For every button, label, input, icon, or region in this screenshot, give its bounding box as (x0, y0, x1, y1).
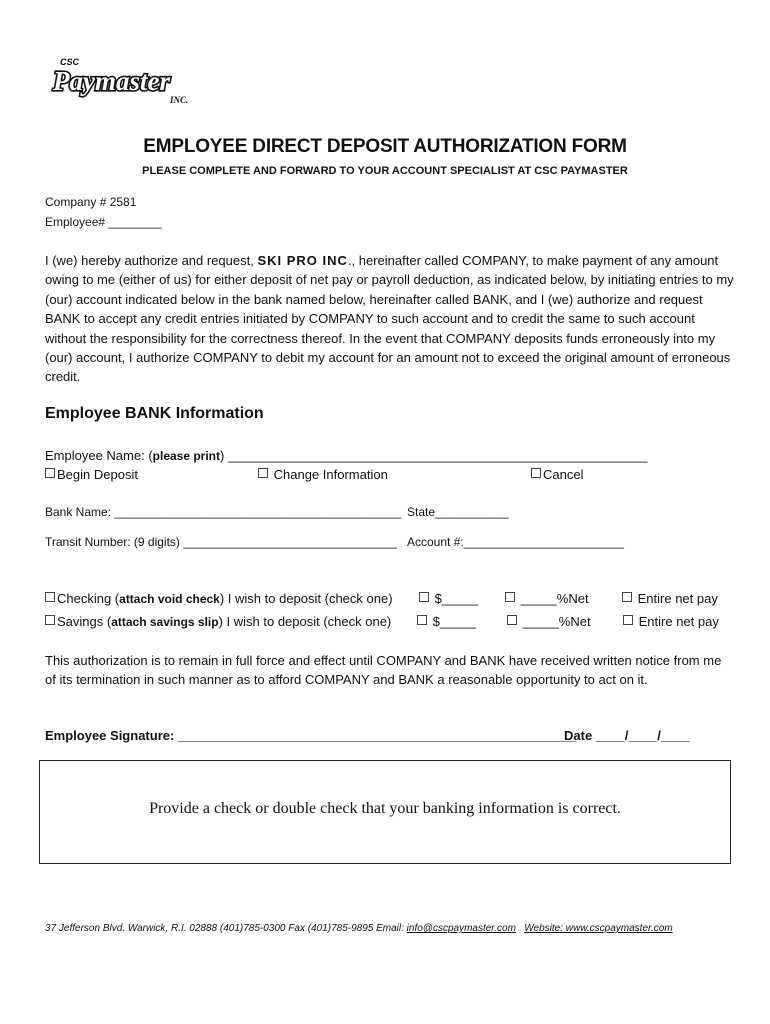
cancel-label: Cancel (543, 467, 584, 482)
savings-entire: Entire net pay (638, 614, 719, 629)
savings-amount: $_____ (432, 614, 477, 629)
savings-suffix: ) I wish to deposit (check one) (218, 614, 392, 629)
employee-name-line: __________________________________________________________ (227, 448, 648, 463)
footer-address: 37 Jefferson Blvd. Warwick, R.I. 02888 (401)785-0300 Fax (401)785-9895 Email: (45, 923, 407, 934)
authorization-prefix: I (we) hereby authorize and request, (45, 253, 254, 268)
company-number: Company # 2581 (45, 195, 137, 209)
termination-notice: This authorization is to remain in full force and effect until COMPANY and BANK have received written notice from me of its termination in such manner as to afford COMPANY and BANK a reasonable opportunity to act on it. (45, 653, 722, 687)
cancel-checkbox[interactable] (531, 468, 541, 478)
checking-amount-checkbox[interactable] (419, 592, 429, 602)
checking-percent-checkbox[interactable] (505, 592, 515, 602)
savings-prefix: Savings ( (57, 614, 112, 629)
logo-sub-text: INC. (170, 95, 189, 105)
account-number-field[interactable]: Account #:________________________ (407, 535, 624, 549)
savings-entire-option[interactable] (623, 614, 719, 629)
authorization-paragraph (45, 251, 735, 387)
savings-checkbox[interactable] (45, 615, 55, 625)
savings-amount-checkbox[interactable] (417, 615, 427, 625)
employee-name-field[interactable] (45, 448, 647, 463)
form-title: EMPLOYEE DIRECT DEPOSIT AUTHORIZATION FORM (143, 136, 627, 157)
employee-name-hint: please print (152, 449, 221, 463)
verification-note-box (39, 760, 731, 864)
checking-percent-option[interactable] (505, 591, 589, 606)
begin-deposit-checkbox[interactable] (45, 468, 55, 478)
change-information-label: Change Information (273, 467, 388, 482)
checking-entire: Entire net pay (637, 591, 718, 606)
employee-signature-field[interactable]: Employee Signature: _______________________________________________________ (45, 728, 576, 743)
cancel-option[interactable] (531, 467, 583, 482)
paymaster-logo-graphic (48, 48, 200, 106)
transit-number-field[interactable]: Transit Number: (9 digits) ________________________________ (45, 535, 397, 549)
authorization-body: ., hereinafter called COMPANY, to make payment of any amount owing to me (either of us) for either deposit of net pay or payroll deduction, as indicated below, by initiating entries to my (our) account indicated below in the bank named below, hereinafter called BANK, and I (we) authorize and request BANK to accept any credit entries initiated by COMPANY to such account and to credit the same to such account without the responsibility for the correctness thereof. In the event that COMPANY deposits funds erroneously into my (our) account, I authorize COMPANY to debit my account for an amount not to exceed the original amount of erroneous credit. (45, 253, 734, 385)
checking-suffix: ) I wish to deposit (check one) (219, 591, 393, 606)
savings-percent: _____%Net (522, 614, 591, 629)
checking-amount: $_____ (434, 591, 479, 606)
checking-entire-checkbox[interactable] (622, 592, 632, 602)
logo-main-text: Paymaster (53, 66, 170, 96)
footer-website-link[interactable]: Website: www.cscpaymaster.com (524, 923, 673, 934)
begin-deposit-label: Begin Deposit (57, 467, 138, 482)
company-logo (48, 48, 200, 106)
checking-hint: attach void check (119, 592, 220, 606)
footer-email-link[interactable]: info@cscpaymaster.com (406, 923, 516, 934)
checking-prefix: Checking ( (57, 591, 120, 606)
verification-note-text: Provide a check or double check that your banking information is correct. (149, 800, 621, 817)
change-information-option[interactable] (258, 467, 388, 482)
savings-amount-option[interactable] (417, 614, 476, 629)
form-subtitle: PLEASE COMPLETE AND FORWARD TO YOUR ACCOUNT SPECIALIST AT CSC PAYMASTER (142, 165, 628, 177)
employee-number-field[interactable]: Employee# ________ (45, 215, 162, 229)
company-name: SKI PRO INC (257, 253, 348, 268)
savings-entire-checkbox[interactable] (623, 615, 633, 625)
checking-checkbox[interactable] (45, 592, 55, 602)
date-field[interactable]: Date ____/____/____ (564, 728, 690, 743)
checking-entire-option[interactable] (622, 591, 718, 606)
checking-row (45, 591, 393, 606)
begin-deposit-option[interactable] (45, 467, 138, 482)
savings-percent-checkbox[interactable] (507, 615, 517, 625)
logo-top-text: CSC (60, 57, 80, 67)
section-heading: Employee BANK Information (45, 405, 264, 422)
employee-name-close: ) (220, 448, 225, 463)
savings-hint: attach savings slip (111, 615, 219, 629)
employee-name-label: Employee Name: ( (45, 448, 153, 463)
savings-percent-option[interactable] (507, 614, 591, 629)
change-information-checkbox[interactable] (258, 468, 268, 478)
bank-name-field[interactable]: Bank Name: ___________________________________________ (45, 505, 402, 519)
checking-percent: _____%Net (520, 591, 589, 606)
savings-row (45, 614, 391, 629)
checking-amount-option[interactable] (419, 591, 478, 606)
footer-contact (45, 923, 673, 934)
state-field[interactable]: State___________ (407, 505, 509, 519)
